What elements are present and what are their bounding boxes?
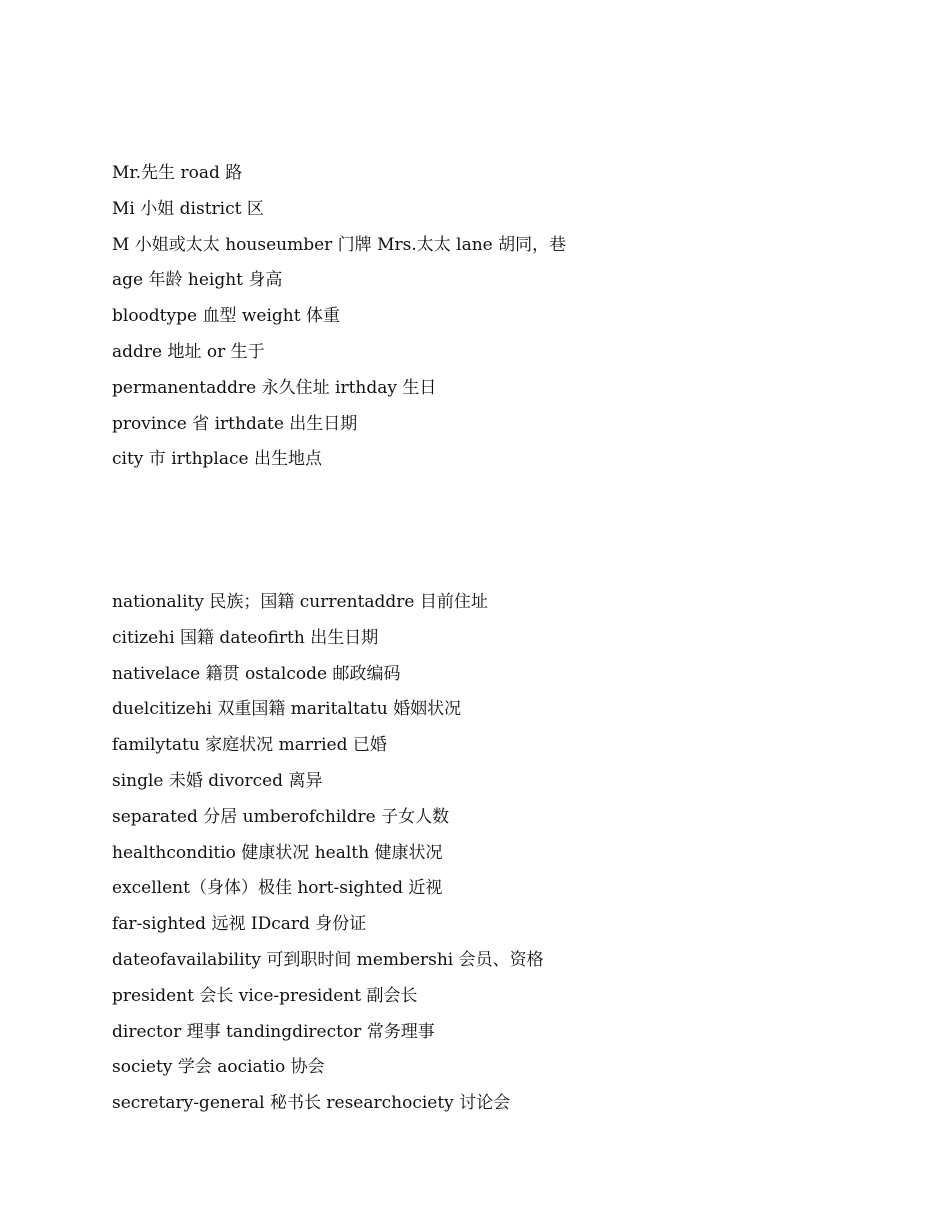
vocabulary-line: Mi 小姐 district 区 <box>112 198 264 219</box>
vocabulary-line: single 未婚 divorced 离异 <box>112 770 323 791</box>
vocabulary-line: nativelace 籍贯 ostalcode 邮政编码 <box>112 663 401 684</box>
vocabulary-line: president 会长 vice-president 副会长 <box>112 985 418 1006</box>
vocabulary-line: healthconditio 健康状况 health 健康状况 <box>112 842 443 863</box>
vocabulary-line: separated 分居 umberofchildre 子女人数 <box>112 806 450 827</box>
vocabulary-line: citizehi 国籍 dateofirth 出生日期 <box>112 627 379 648</box>
vocabulary-line: familytatu 家庭状况 married 已婚 <box>112 735 387 756</box>
vocabulary-line: city 市 irthplace 出生地点 <box>112 449 322 470</box>
vocabulary-line: duelcitizehi 双重国籍 maritaltatu 婚姻状况 <box>112 699 462 720</box>
vocabulary-line: province 省 irthdate 出生日期 <box>112 413 358 434</box>
vocabulary-line: nationality 民族；国籍 currentaddre 目前住址 <box>112 592 488 612</box>
vocabulary-line: society 学会 aociatio 协会 <box>112 1057 325 1078</box>
vocabulary-line: permanentaddre 永久住址 irthday 生日 <box>112 377 437 398</box>
vocabulary-line: excellent（身体）极佳 hort-sighted 近视 <box>112 878 443 899</box>
vocabulary-line: secretary-general 秘书长 researchociety 讨论会 <box>112 1093 511 1114</box>
vocabulary-line: M 小姐或太太 houseumber 门牌 Mrs.太太 lane 胡同，巷 <box>112 234 567 255</box>
vocabulary-line: Mr.先生 road 路 <box>112 163 243 183</box>
vocabulary-block-personal-info <box>112 160 892 482</box>
vocabulary-line: far-sighted 远视 IDcard 身份证 <box>112 914 367 935</box>
vocabulary-line: director 理事 tandingdirector 常务理事 <box>112 1021 435 1042</box>
vocabulary-line: age 年龄 height 身高 <box>112 270 283 291</box>
vocabulary-block-status-info <box>112 589 892 1126</box>
vocabulary-line: addre 地址 or 生于 <box>112 341 265 362</box>
vocabulary-line: bloodtype 血型 weight 体重 <box>112 306 340 327</box>
vocabulary-line: dateofavailability 可到职时间 membershi 会员、资格 <box>112 949 544 970</box>
